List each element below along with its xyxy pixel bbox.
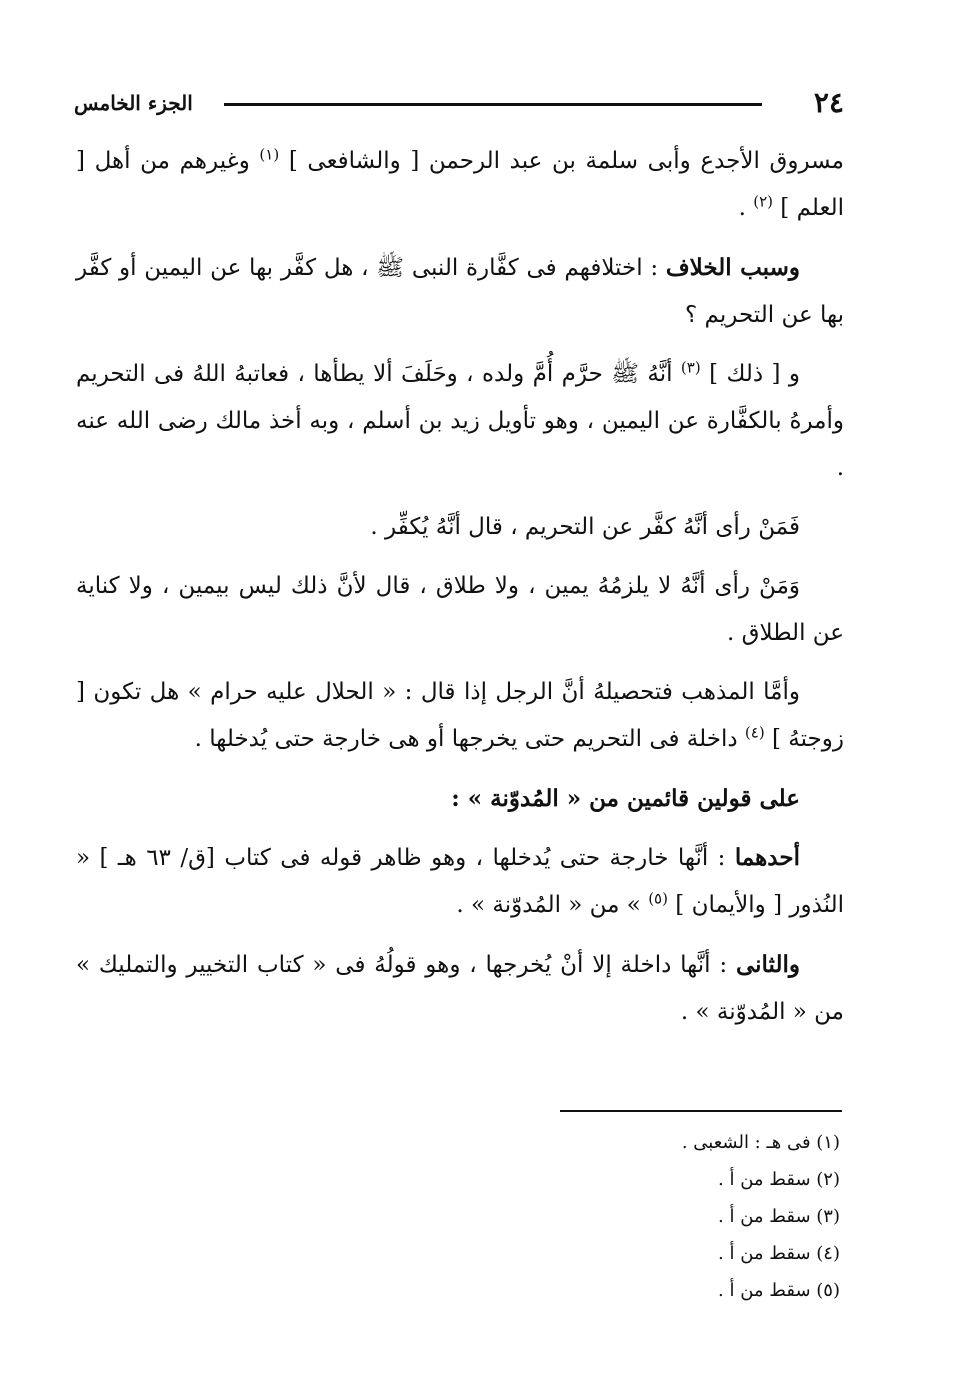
paragraph-9 [76, 941, 844, 1036]
running-title: الجزء الخامس [74, 91, 193, 115]
paragraph-text: داخلة فى التحريم حتى يخرجها أو هى خارجة حتى يُدخلها . [194, 726, 745, 752]
paragraph-text: فَمَنْ رأى أنَّهُ كفَّر عن التحريم ، قال أنَّهُ يُكفِّر . [370, 514, 800, 540]
paragraph-text: : أنَّها خارجة حتى يُدخلها ، وهو ظاهر قوله فى كتاب [ق/ ٦٣ هـ ] « النُذور [ والأيمان ] [76, 845, 844, 918]
paragraph-text: مسروق الأجدع وأبى سلمة بن عبد الرحمن [ والشافعى ] [279, 148, 844, 174]
footnote-3: (٣) سقط من أ . [718, 1206, 840, 1227]
paragraph-text: وغيرهم من أهل [ العلم ] [76, 148, 844, 221]
footnote-ref-3: (٣) [680, 358, 701, 377]
paragraph-6 [76, 669, 844, 763]
paragraph-text: على قولين قائمين من « المُدوّنة » : [451, 785, 800, 812]
page-header [74, 84, 844, 124]
paragraph-5 [76, 563, 844, 657]
paragraph-lead: وسبب الخلاف [665, 254, 800, 281]
footnote-rule [560, 1110, 842, 1112]
footnotes [340, 1124, 840, 1309]
footnote-2: (٢) سقط من أ . [718, 1169, 840, 1190]
paragraph-lead: والثانى [735, 951, 800, 978]
paragraph-text: : أنَّها داخلة إلا أنْ يُخرجها ، وهو قولُهُ فى « كتاب التخيير والتمليك » من « المُدوّنة » . [76, 952, 844, 1025]
paragraph-text: و [ ذلك ] [700, 361, 800, 387]
footnote-ref-5: (٥) [648, 889, 668, 908]
page-number: ٢٤ [813, 86, 844, 119]
paragraph-text: وأمَّا المذهب فتحصيلهُ أنَّ الرجل إذا قال : « الحلال عليه حرام » هل تكون [ زوجتهُ ] [76, 679, 844, 752]
paragraph-text: . [738, 195, 754, 221]
paragraph-8 [76, 834, 844, 929]
paragraph-1 [76, 138, 844, 232]
paragraph-7 [76, 775, 844, 822]
paragraph-3 [76, 351, 844, 492]
paragraph-2 [76, 244, 844, 339]
footnote-1: (١) فى هـ : الشعبى . [681, 1132, 840, 1153]
paragraph-text: أنَّهُ ﷺ حرَّم أُمَّ ولده ، وحَلَفَ ألا يطأها ، فعاتبهُ اللهُ فى التحريم وأمرهُ بالكفَّارة عن اليمين ، وهو تأويل زيد بن أسلم ، وبه أخذ مالك رضى الله عنه . [76, 361, 844, 481]
paragraph-text: » من « المُدوّنة » . [456, 892, 649, 918]
body-text [76, 138, 844, 1048]
footnote-4: (٤) سقط من أ . [718, 1243, 840, 1264]
paragraph-4 [76, 504, 844, 551]
footnote-5: (٥) سقط من أ . [718, 1280, 840, 1301]
footnote-ref-1: (١) [259, 145, 280, 164]
paragraph-text: : اختلافهم فى كفَّارة النبى ﷺ ، هل كفَّر بها عن اليمين أو كفَّر بها عن التحريم ؟ [76, 255, 844, 328]
paragraph-lead: أحدهما [734, 844, 800, 871]
footnote-ref-4: (٤) [744, 723, 765, 742]
header-rule [224, 103, 762, 106]
paragraph-text: وَمَنْ رأى أنَّهُ لا يلزمُهُ يمين ، ولا طلاق ، قال لأنَّ ذلك ليس بيمين ، ولا كناية عن الطلاق . [76, 573, 844, 646]
footnote-ref-2: (٢) [753, 192, 773, 211]
